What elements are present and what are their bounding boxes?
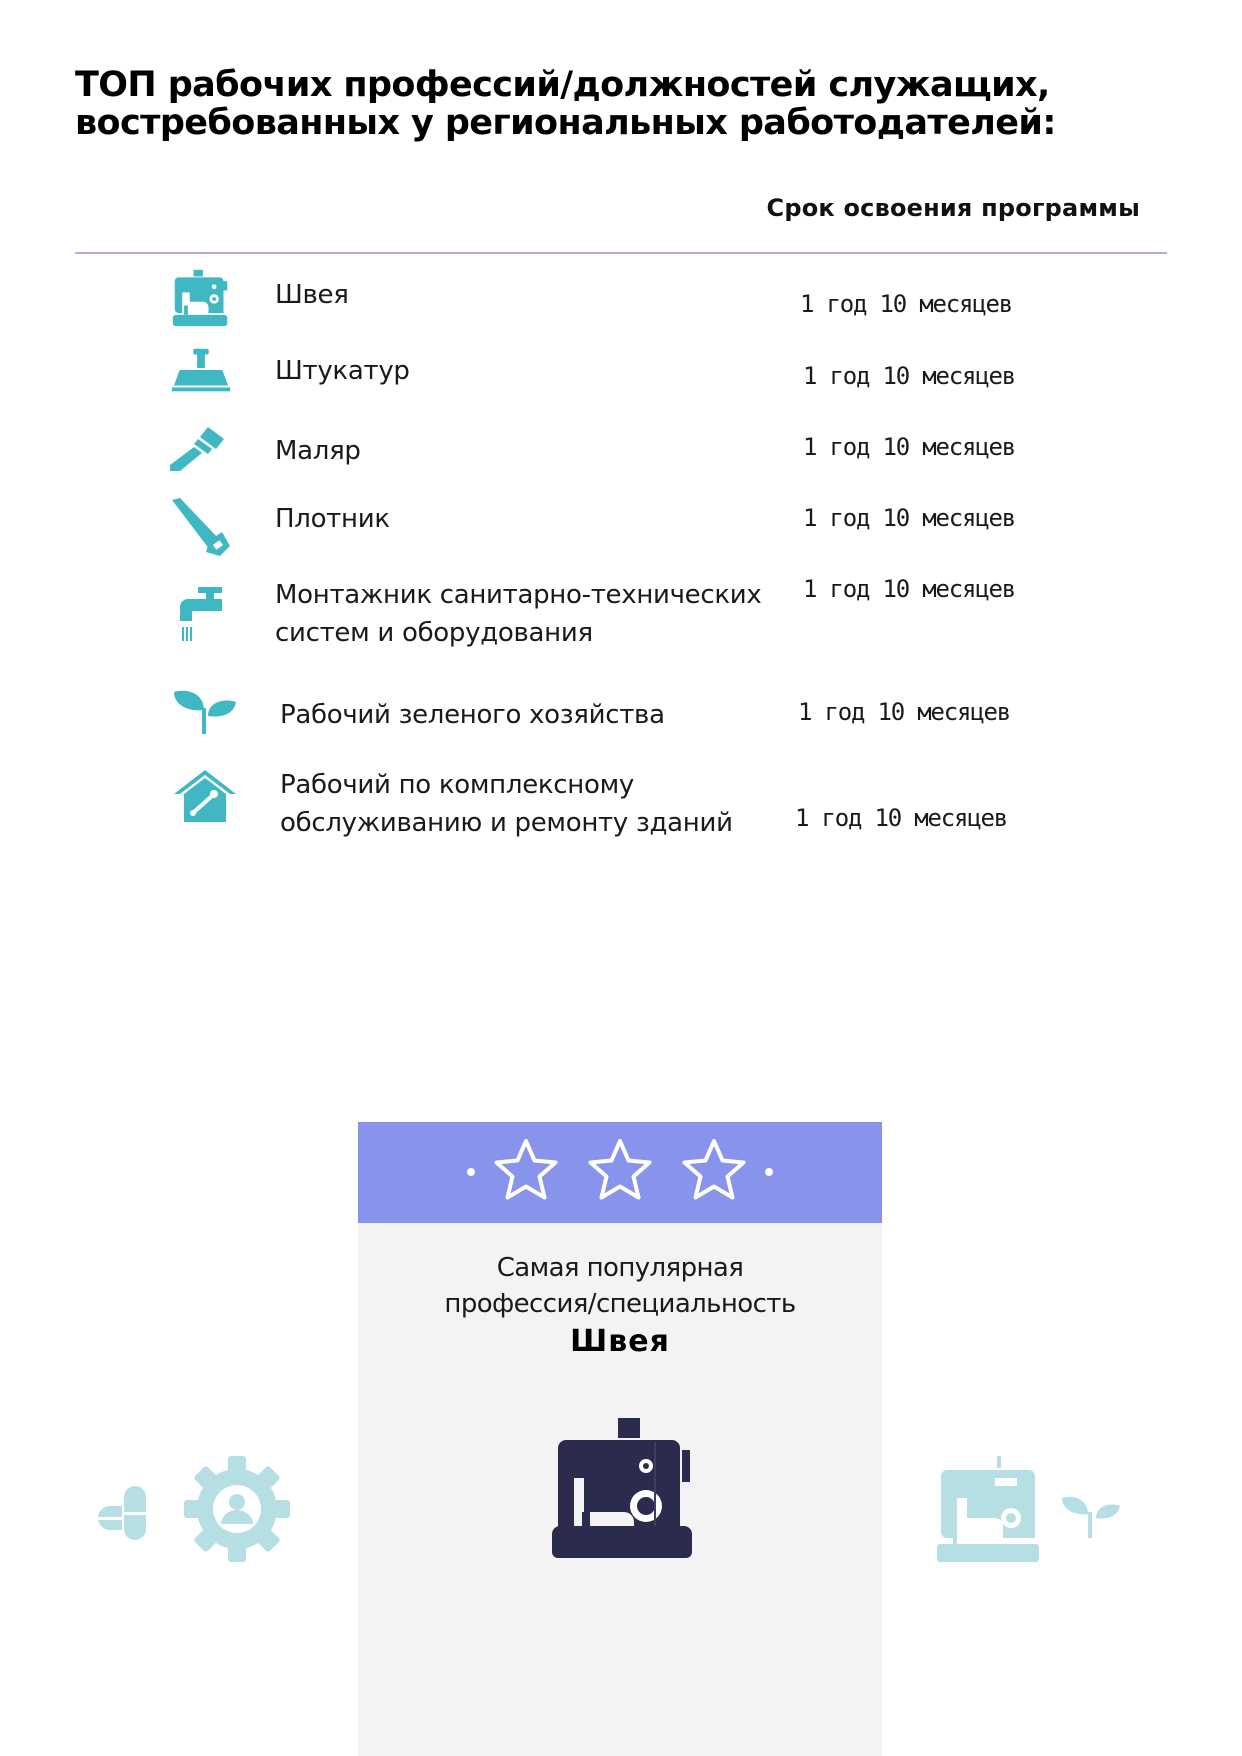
profession-term: 1 год 10 месяцев <box>800 290 1012 318</box>
profession-term: 1 год 10 месяцев <box>798 698 1010 726</box>
sprout-light-icon <box>1060 1494 1122 1538</box>
pills-icon <box>96 1484 148 1542</box>
profession-name: Штукатур <box>275 356 410 386</box>
card-rating-header <box>358 1122 882 1223</box>
column-header-duration: Срок освоения программы <box>766 194 1140 222</box>
profession-name: Монтажник санитарно-технических систем и оборудования <box>275 580 762 648</box>
dot-icon <box>467 1168 475 1176</box>
dot-icon <box>765 1168 773 1176</box>
star-icon <box>497 1141 556 1198</box>
profession-name: Плотник <box>275 504 390 534</box>
popular-profession-card <box>358 1122 882 1756</box>
house-tools-icon <box>172 768 238 824</box>
page-title-line-1: ТОП рабочих профессий/должностей служащих, <box>75 65 1050 105</box>
profession-name: Швея <box>275 280 349 310</box>
spatula-icon <box>170 346 232 394</box>
page-title-line-2: востребованных у региональных работодателей: <box>75 103 1056 143</box>
profession-name: Рабочий зеленого хозяйства <box>280 700 665 730</box>
header-divider <box>75 252 1167 254</box>
profession-name: Рабочий по комплексному обслуживанию и ремонту зданий <box>280 770 733 838</box>
saw-icon <box>170 496 232 560</box>
star-icon <box>685 1141 744 1198</box>
profession-name: Маляр <box>275 436 361 466</box>
sewing-machine-icon <box>170 268 232 328</box>
page-title <box>75 66 1175 142</box>
star-icon <box>591 1141 650 1198</box>
profession-term: 1 год 10 месяцев <box>803 504 1015 532</box>
faucet-icon <box>176 585 224 645</box>
sewing-machine-light-icon <box>935 1456 1041 1564</box>
card-profession: Швея <box>570 1324 670 1359</box>
profession-term: 1 год 10 месяцев <box>803 575 1015 603</box>
profession-term: 1 год 10 месяцев <box>795 804 1007 832</box>
gear-person-icon <box>184 1456 290 1562</box>
profession-term: 1 год 10 месяцев <box>803 362 1015 390</box>
sprout-icon <box>172 688 238 734</box>
sewing-machine-icon <box>546 1416 696 1560</box>
profession-term: 1 год 10 месяцев <box>803 433 1015 461</box>
paint-brush-icon <box>168 425 226 473</box>
card-subtitle: Самая популярная профессия/специальность <box>444 1253 796 1319</box>
